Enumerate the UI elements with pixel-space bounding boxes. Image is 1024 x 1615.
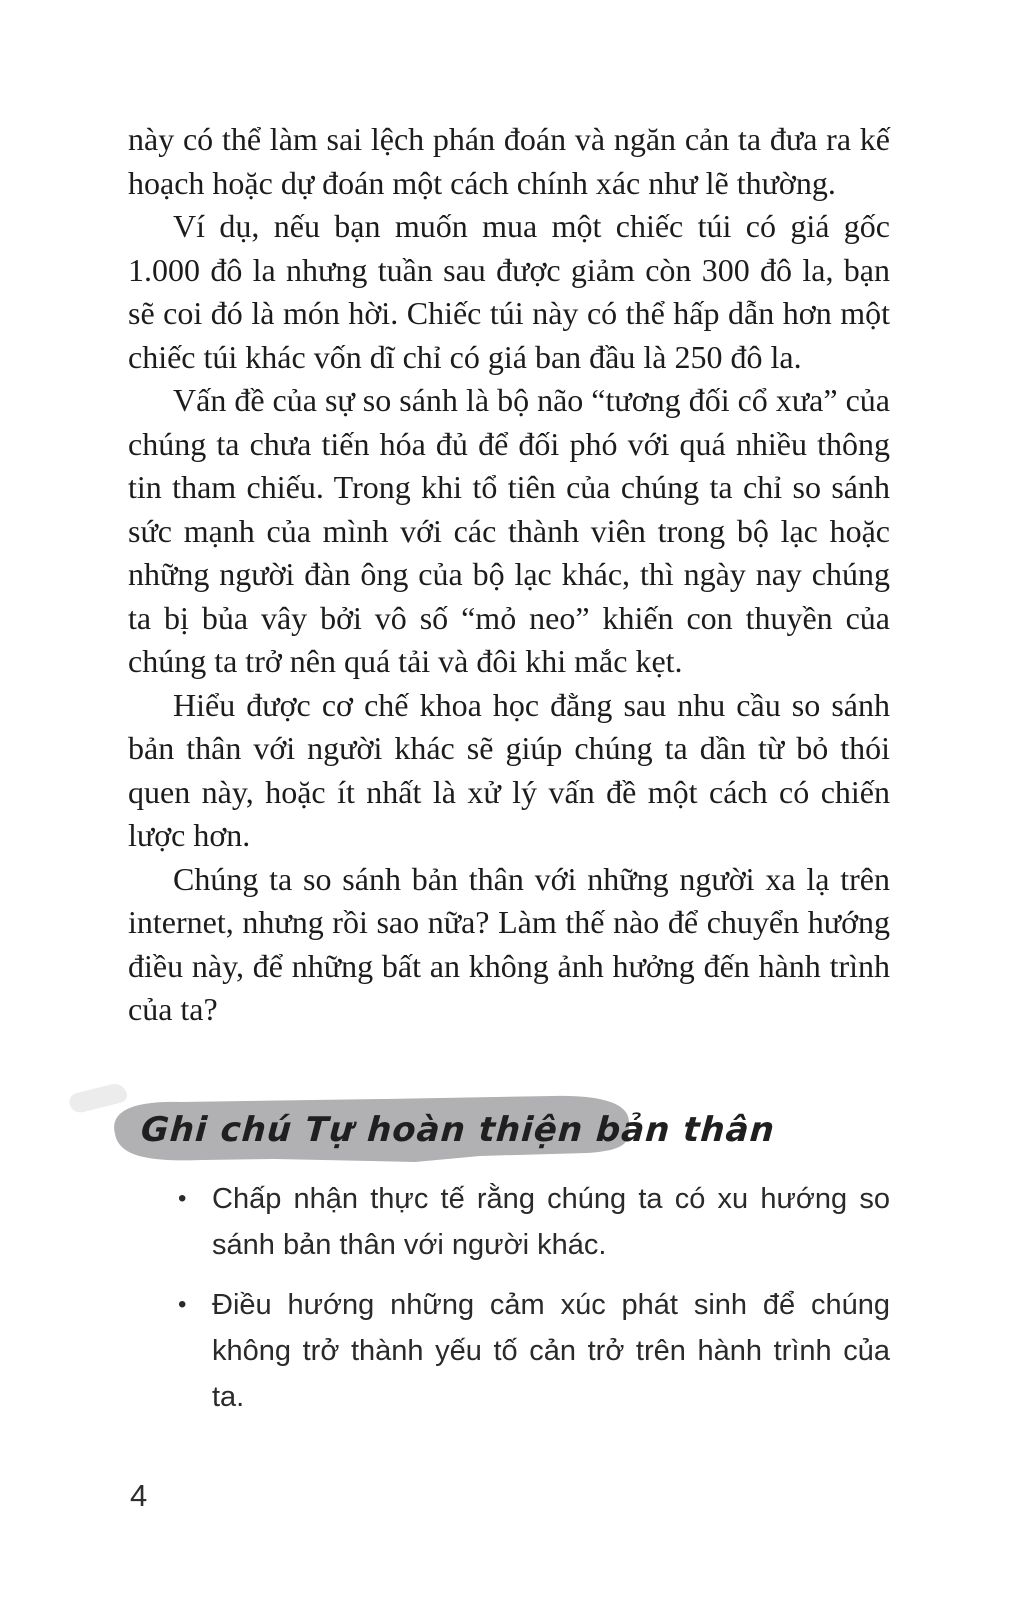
note-callout: [85, 1094, 777, 1166]
paragraph: này có thể làm sai lệch phán đoán và ngăn cản ta đưa ra kế hoạch hoặc dự đoán một cách chính xác như lẽ thường.: [128, 121, 890, 201]
bullet-marker: •: [178, 1291, 187, 1318]
paragraph: Ví dụ, nếu bạn muốn mua một chiếc túi có giá gốc 1.000 đô la nhưng tuần sau được giảm còn 300 đô la, bạn sẽ coi đó là món hời. Chiếc túi này có thể hấp dẫn hơn một chiếc túi khác vốn dĩ chỉ có giá ban đầu là 250 đô la.: [128, 208, 890, 375]
bullet-text: Chấp nhận thực tế rằng chúng ta có xu hướng so sánh bản thân với người khác.: [212, 1183, 890, 1261]
body-text: [128, 118, 890, 1032]
page-number: 4: [130, 1478, 148, 1513]
bullet-text: Điều hướng những cảm xúc phát sinh để chúng không trở thành yếu tố cản trở trên hành trình của ta.: [212, 1289, 890, 1413]
bullet-item: [178, 1176, 890, 1268]
bullet-marker: •: [178, 1185, 187, 1212]
note-heading: Ghi chú Tự hoàn thiện bản thân: [139, 1110, 777, 1150]
bullet-item: [178, 1282, 890, 1420]
paragraph: Vấn đề của sự so sánh là bộ não “tương đối cổ xưa” của chúng ta chưa tiến hóa đủ để đối phó với quá nhiều thông tin tham chiếu. Trong khi tổ tiên của chúng ta chỉ so sánh sức mạnh của mình với các thành viên trong bộ lạc hoặc những người đàn ông của bộ lạc khác, thì ngày nay chúng ta bị bủa vây bởi vô số “mỏ neo” khiến con thuyền của chúng ta trở nên quá tải và đôi khi mắc kẹt.: [128, 382, 890, 679]
paragraph: Hiểu được cơ chế khoa học đằng sau nhu cầu so sánh bản thân với người khác sẽ giúp chúng ta dần từ bỏ thói quen này, hoặc ít nhất là xử lý vấn đề một cách có chiến lược hơn.: [128, 686, 890, 853]
note-bullet-list: [178, 1176, 890, 1434]
paragraph: Chúng ta so sánh bản thân với những người xa lạ trên internet, nhưng rồi sao nữa? Làm thế nào để chuyển hướng điều này, để những bất an không ảnh hưởng đến hành trình của ta?: [128, 860, 890, 1027]
